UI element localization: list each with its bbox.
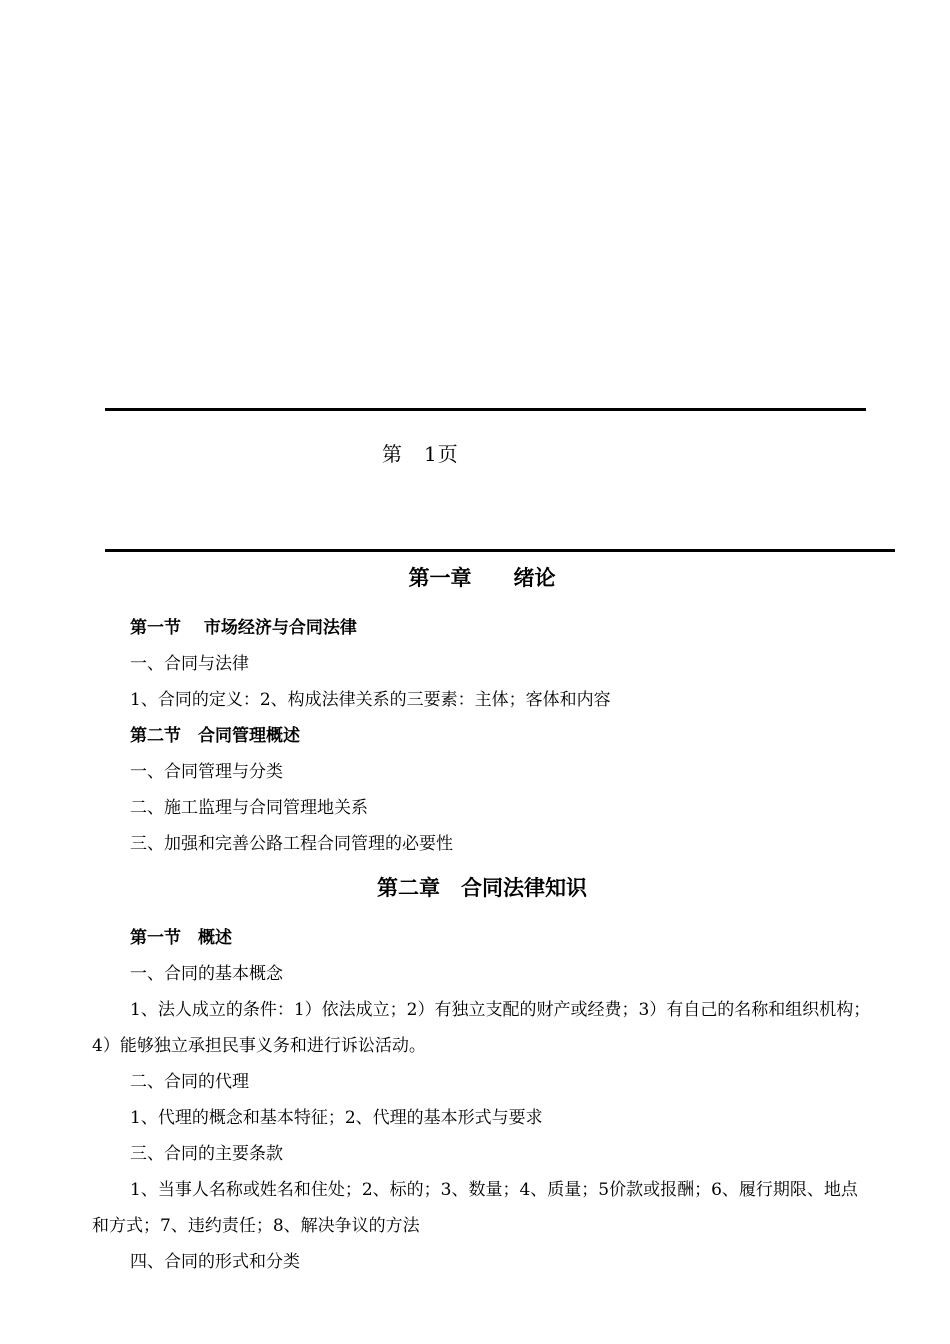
- page-number: 第 1页: [382, 442, 459, 466]
- paragraph: 一、合同与法律: [130, 654, 249, 674]
- section-rule: [105, 549, 895, 552]
- paragraph: 三、合同的主要条款: [130, 1144, 283, 1164]
- paragraph: 三、加强和完善公路工程合同管理的必要性: [130, 834, 453, 854]
- paragraph: 一、合同管理与分类: [130, 762, 283, 782]
- paragraph: 二、合同的代理: [130, 1072, 249, 1092]
- paragraph: 1、法人成立的条件：1）依法成立；2）有独立支配的财产或经费；3）有自己的名称和组织机构；4）能够独立承担民事义务和进行诉讼活动。: [92, 1000, 871, 1056]
- section-title: 第二节 合同管理概述: [130, 726, 300, 746]
- chapter-title: 第一章 绪论: [408, 566, 556, 590]
- section-title: 第一节 市场经济与合同法律: [130, 618, 357, 638]
- paragraph: 一、合同的基本概念: [130, 964, 283, 984]
- paragraph: 1、合同的定义：2、构成法律关系的三要素：主体；客体和内容: [130, 690, 611, 710]
- paragraph: 四、合同的形式和分类: [130, 1252, 300, 1272]
- section-title: 第一节 概述: [130, 928, 232, 948]
- paragraph: 1、当事人名称或姓名和住处；2、标的；3、数量；4、质量；5价款或报酬；6、履行期限、地点和方式；7、违约责任；8、解决争议的方法: [92, 1180, 858, 1236]
- paragraph: 二、施工监理与合同管理地关系: [130, 798, 368, 818]
- document-body: [92, 562, 872, 1280]
- chapter-title: 第二章 合同法律知识: [377, 876, 587, 900]
- paragraph: 1、代理的概念和基本特征；2、代理的基本形式与要求: [130, 1108, 543, 1128]
- header-rule: [105, 408, 866, 411]
